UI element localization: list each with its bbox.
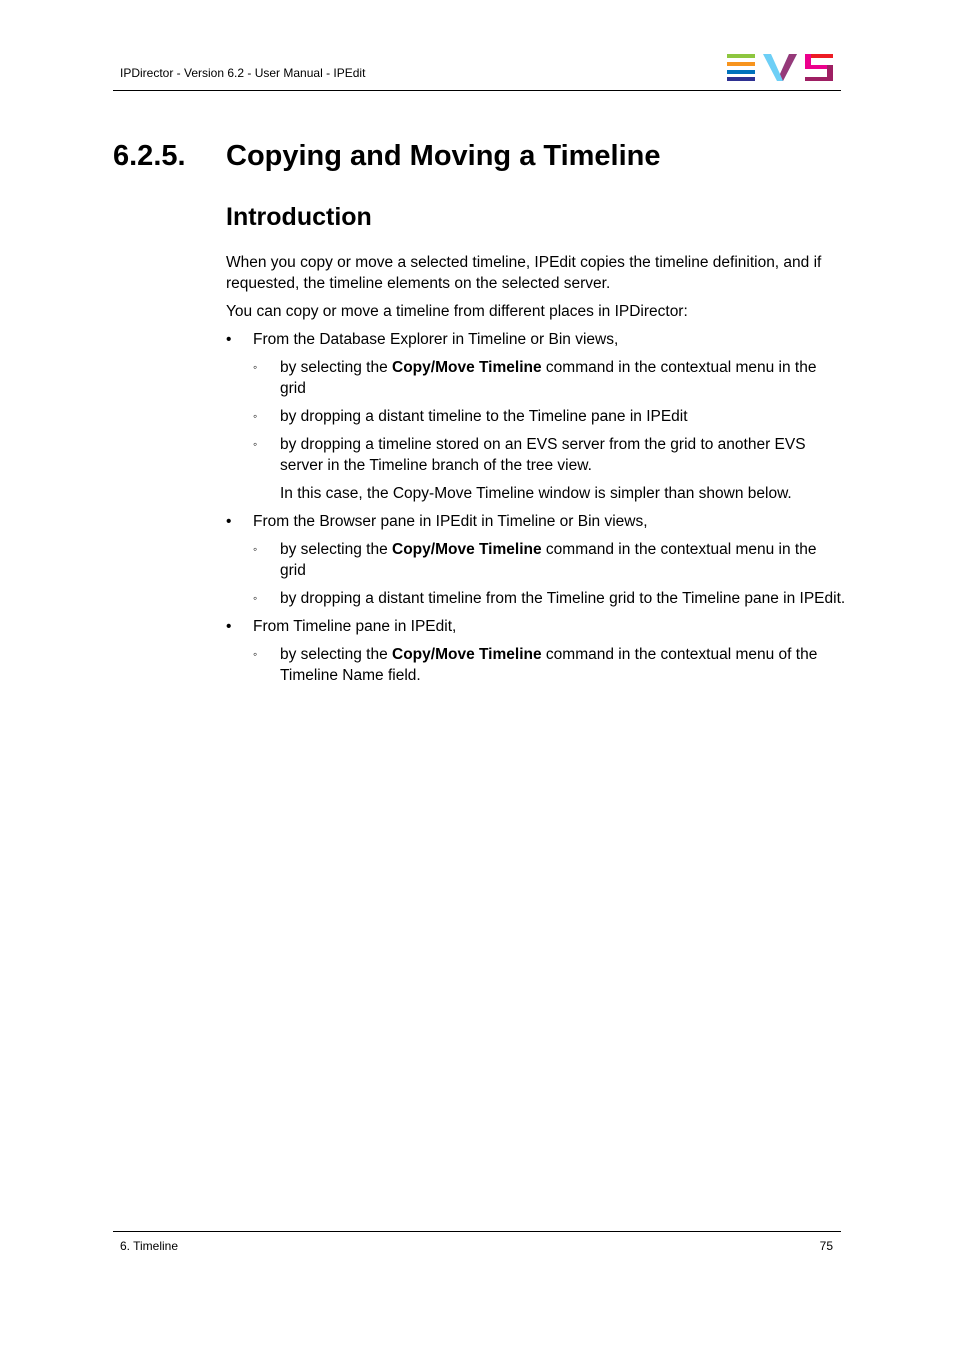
sub-list-item <box>226 357 846 399</box>
sub-bullet-icon: ◦ <box>253 437 258 451</box>
footer-rule <box>113 1231 841 1232</box>
bullet-icon: • <box>226 331 232 348</box>
header-title: IPDirector - Version 6.2 - User Manual - IPEdit <box>120 66 366 80</box>
command-name: Copy/Move Timeline <box>392 541 542 558</box>
footer-chapter: 6. Timeline <box>120 1239 179 1253</box>
sub-bullet-icon: ◦ <box>253 591 258 605</box>
subheading: Introduction <box>226 203 372 231</box>
places-list <box>226 329 846 686</box>
sub-list-item <box>226 539 846 581</box>
bullet-icon: • <box>226 513 232 530</box>
sub-item-post: command in the contextual menu in the grid <box>280 359 817 397</box>
page-number: 75 <box>819 1239 833 1253</box>
note-text: In this case, the Copy-Move Timeline window is simpler than shown below. <box>280 485 792 502</box>
header-rule <box>113 90 841 91</box>
list-item-text: From the Database Explorer in Timeline or Bin views, <box>253 331 619 348</box>
bullet-icon: • <box>226 618 232 635</box>
sub-item-pre: by selecting the <box>280 646 393 663</box>
sub-item-pre: by selecting the <box>280 359 393 376</box>
sub-item-post: command in the contextual menu in the grid <box>280 541 817 579</box>
sub-item-text: by dropping a distant timeline from the Timeline grid to the Timeline pane in IPEdit. <box>280 590 846 607</box>
section-number: 6.2.5. <box>113 140 186 172</box>
sub-bullet-icon: ◦ <box>253 409 258 423</box>
list-item-text: From Timeline pane in IPEdit, <box>253 618 457 635</box>
sub-list-item <box>226 434 846 476</box>
sub-item-text: by dropping a timeline stored on an EVS server from the grid to another EVS server in the Timeline branch of the tree view. <box>280 436 806 474</box>
sub-bullet-icon: ◦ <box>253 542 258 556</box>
intro-paragraph-1: When you copy or move a selected timeline, IPEdit copies the timeline definition, and if requested, the timeline elements on the selected server. <box>226 254 822 292</box>
sub-item-pre: by selecting the <box>280 541 393 558</box>
list-item <box>226 616 846 637</box>
command-name: Copy/Move Timeline <box>392 646 542 663</box>
sub-item-text: by dropping a distant timeline to the Timeline pane in IPEdit <box>280 408 688 425</box>
list-item-text: From the Browser pane in IPEdit in Timeline or Bin views, <box>253 513 648 530</box>
section-title <box>113 140 661 173</box>
sub-list-item <box>226 406 846 427</box>
section-heading: Copying and Moving a Timeline <box>226 140 661 172</box>
sub-list-item <box>226 588 846 609</box>
intro-paragraph-2: You can copy or move a timeline from different places in IPDirector: <box>226 303 688 320</box>
list-item <box>226 329 846 350</box>
body-content <box>226 252 846 693</box>
evs-logo <box>727 54 835 82</box>
sub-bullet-icon: ◦ <box>253 360 258 374</box>
sub-item-post: command in the contextual menu of the Timeline Name field. <box>280 646 818 684</box>
command-name: Copy/Move Timeline <box>392 359 542 376</box>
sub-list-item <box>226 644 846 686</box>
sub-bullet-icon: ◦ <box>253 647 258 661</box>
list-item <box>226 511 846 532</box>
